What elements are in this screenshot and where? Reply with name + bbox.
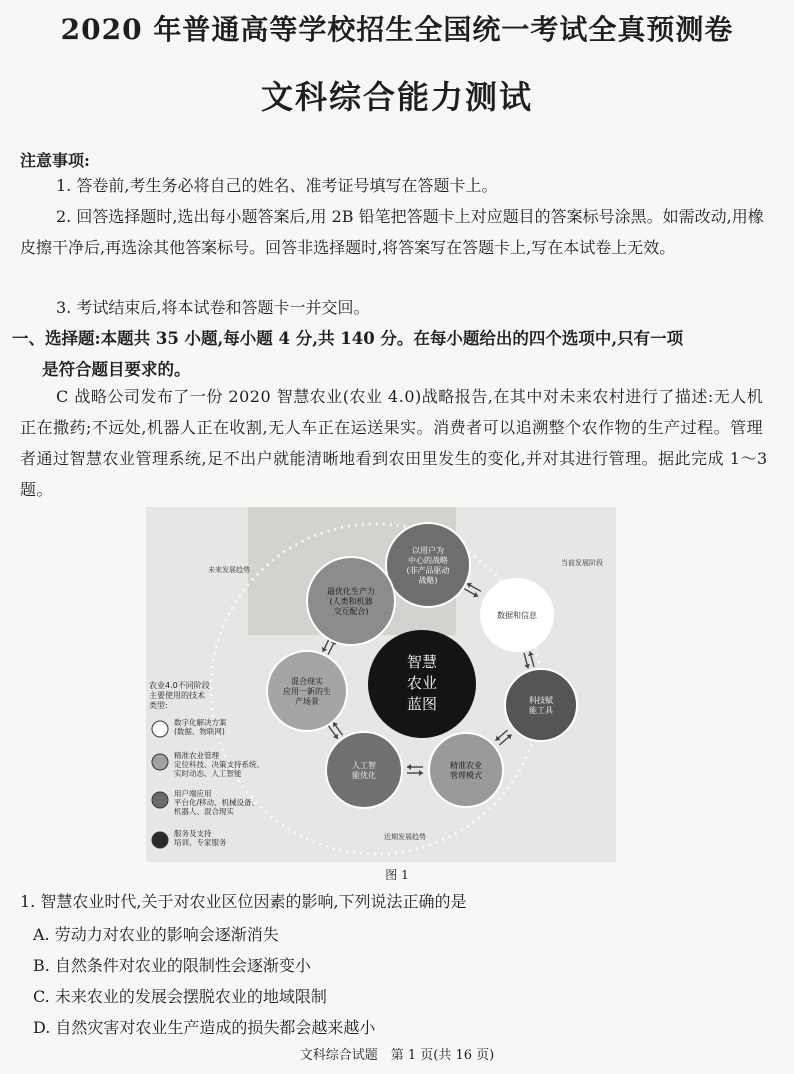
legend-item-label: 实时动态、人工智能: [174, 769, 242, 778]
legend-title-line: 农业4.0不同阶段: [149, 681, 210, 690]
cycle-node-label: 交互配合): [333, 607, 369, 616]
legend-item-label: 服务及支持: [174, 829, 212, 838]
section-heading-line2: 是符合题目要求的。: [42, 360, 191, 379]
page-footer: 文科综合试题 第 1 页(共 16 页): [299, 1048, 495, 1063]
cycle-node-label: 数据和信息: [497, 611, 537, 620]
legend-swatch-3: [152, 792, 168, 808]
cycle-arrow-head: [419, 770, 423, 776]
label-near-term-trend: 近期发展趋势: [384, 833, 426, 841]
cycle-node-label: 能工具: [529, 706, 553, 715]
center-label-line1: 智慧: [406, 653, 438, 671]
legend-title-line: 类型:: [149, 701, 168, 710]
legend-swatch-4: [152, 832, 168, 848]
label-current-stage: 当前发展阶段: [561, 559, 603, 567]
cycle-arrow-head: [407, 764, 411, 770]
cycle-node-label: 精准农业: [450, 761, 482, 770]
legend-item-label: (数据、物联网): [174, 727, 225, 736]
cycle-node-1: [386, 523, 470, 607]
cycle-node-label: (人类和机器: [329, 597, 373, 606]
cycle-node-4: [429, 733, 503, 807]
figure-legend: [149, 680, 264, 848]
legend-item-label: 定位科技、决策支持系统、: [174, 760, 264, 769]
cycle-node-label: 产场景: [295, 697, 319, 706]
option-c: C. 未来农业的发展会摆脱农业的地域限制: [33, 987, 327, 1006]
cycle-node-label: 战略): [418, 576, 438, 585]
notes-heading: 注意事项:: [20, 151, 90, 170]
cycle-node-label: 应用一新的生: [283, 687, 331, 696]
center-label-line3: 蓝图: [406, 695, 438, 713]
note-item-2: 2. 回答选择题时,选出每小题答案后,用 2B 铅笔把答题卡上对应题目的答案标号涂黑。如需改动,用橡皮擦干净后,再选涂其他答案标号。回答非选择题时,将答案写在答题卡上,写在本试卷上无效。: [20, 207, 764, 257]
cycle-node-label: 混合现实: [291, 677, 323, 686]
legend-item-label: 平台化/移动、机械设备、: [174, 798, 260, 807]
question-passage: C 战略公司发布了一份 2020 智慧农业(农业 4.0)战略报告,在其中对未来农村进行了描述:无人机正在撒药;不远处,机器人正在收割,无人车正在运送果实。消费者可以追溯整个农作物的生产过程。管理者通过智慧农业管理系统,足不出户就能清晰地看到农田里发生的变化,并对其进行管理。据此完成 1～3 题。: [20, 387, 768, 499]
cycle-node-label: (非产品驱动: [406, 566, 450, 575]
option-d: D. 自然灾害对农业生产造成的损失都会越来越小: [33, 1018, 376, 1037]
figure-caption: 图 1: [385, 868, 409, 882]
legend-item-label: 机器人、混合现实: [174, 807, 234, 816]
smart-agriculture-diagram: [146, 507, 616, 862]
cycle-node-label: 人工智: [352, 761, 376, 770]
legend-title-line: 主要使用的技术: [149, 691, 205, 700]
option-b: B. 自然条件对农业的限制性会逐渐变小: [33, 956, 311, 975]
exam-title: 2020 年普通高等学校招生全国统一考试全真预测卷: [60, 13, 734, 46]
cycle-node-circle: [505, 669, 577, 741]
cycle-node-2: [481, 579, 553, 651]
note-item-3: 3. 考试结束后,将本试卷和答题卡一并交回。: [56, 298, 370, 317]
exam-subtitle: 文科综合能力测试: [260, 78, 533, 116]
label-future-trend: 未来发展趋势: [208, 566, 250, 574]
cycle-node-5: [326, 732, 402, 808]
legend-item-label: 培训、专家服务: [174, 838, 227, 847]
cycle-node-label: 以用户为: [412, 546, 444, 555]
legend-item-label: 精准农业管理: [174, 751, 219, 760]
legend-item-label: 数字化解决方案: [174, 718, 227, 727]
option-a: A. 劳动力对农业的影响会逐渐消失: [33, 925, 279, 944]
legend-item-label: 用户端应用: [174, 789, 212, 798]
center-label-line2: 农业: [406, 674, 438, 692]
legend-swatch-1: [152, 721, 168, 737]
cycle-node-3: [505, 669, 577, 741]
cycle-node-label: 中心的战略: [408, 556, 448, 565]
question-1-stem: 1. 智慧农业时代,关于对农业区位因素的影响,下列说法正确的是: [20, 892, 467, 911]
note-item-1: 1. 答卷前,考生务必将自己的姓名、准考证号填写在答题卡上。: [56, 176, 498, 195]
cycle-node-label: 最优化生产力: [327, 587, 375, 596]
section-heading: [12, 323, 782, 385]
cycle-node-label: 能优化: [352, 771, 376, 780]
cycle-node-label: 管理模式: [450, 771, 482, 780]
cycle-node-circle: [386, 523, 470, 607]
cycle-node-circle: [326, 732, 402, 808]
cycle-node-circle: [429, 733, 503, 807]
section-heading-line1: 一、选择题:本题共 35 小题,每小题 4 分,共 140 分。在每小题给出的四个选项中,只有一项: [12, 329, 684, 348]
cycle-node-label: 科技赋: [529, 696, 553, 705]
cycle-node-6: [267, 651, 347, 731]
cycle-node-7: [307, 557, 395, 645]
legend-swatch-2: [152, 754, 168, 770]
figure-1: [146, 507, 616, 862]
